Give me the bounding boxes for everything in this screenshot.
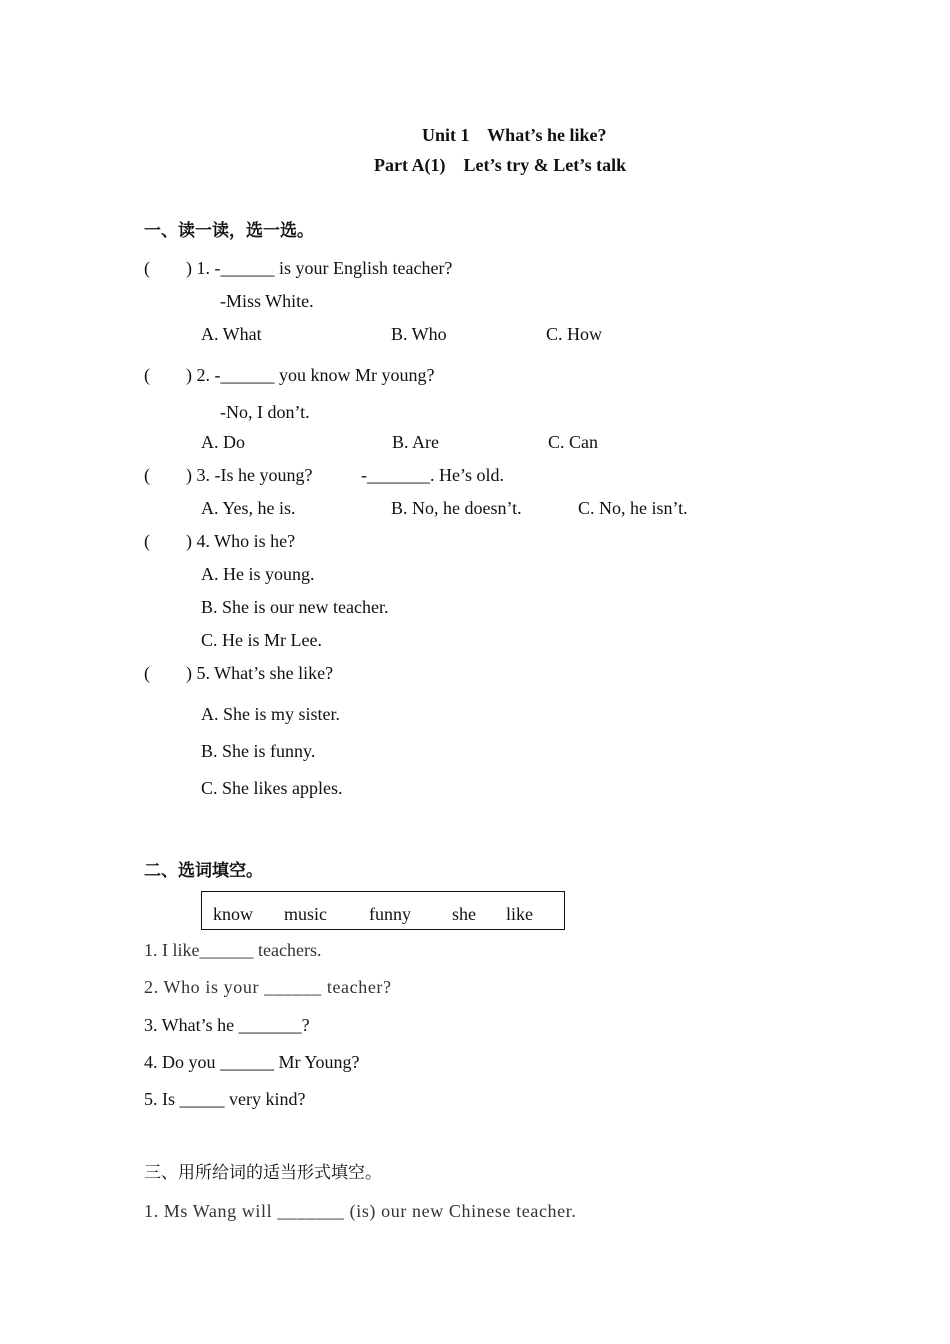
- fill-item: 4. Do you ______ Mr Young?: [144, 1052, 360, 1072]
- q1-answer-line: -Miss White.: [220, 291, 314, 311]
- section3-heading: 三、用所给词的适当形式填空。: [144, 1163, 382, 1183]
- section2-heading: 二、选词填空。: [144, 861, 263, 881]
- fill-item: 1. I like______ teachers.: [144, 940, 322, 960]
- q3-option-a: A. Yes, he is.: [201, 498, 296, 518]
- word-bank-word: music: [284, 904, 327, 924]
- q1-option-b: B. Who: [391, 324, 447, 344]
- q4-option-b: B. She is our new teacher.: [201, 597, 389, 617]
- q5-option-a: A. She is my sister.: [201, 704, 341, 724]
- q3-option-b: B. No, he doesn’t.: [391, 498, 522, 518]
- q5-option-b: B. She is funny.: [201, 741, 316, 761]
- q5-stem: ( ) 5. What’s she like?: [144, 663, 334, 683]
- word-bank-word: like: [506, 904, 533, 924]
- q1-stem: ( ) 1. -______ is your English teacher?: [144, 258, 453, 278]
- q2-stem: ( ) 2. -______ you know Mr young?: [144, 365, 435, 385]
- word-bank-word: she: [452, 904, 476, 924]
- q3-option-c: C. No, he isn’t.: [578, 498, 688, 518]
- q4-option-c: C. He is Mr Lee.: [201, 630, 322, 650]
- q2-answer-line: -No, I don’t.: [220, 402, 310, 422]
- word-bank-word: know: [213, 904, 253, 924]
- worksheet-title: Unit 1 What’s he like?: [422, 125, 607, 145]
- form-item: 1. Ms Wang will _______ (is) our new Chinese teacher.: [144, 1201, 577, 1221]
- worksheet-subtitle: Part A(1) Let’s try & Let’s talk: [374, 155, 627, 175]
- q5-option-c: C. She likes apples.: [201, 778, 343, 798]
- q2-option-a: A. Do: [201, 432, 245, 452]
- fill-item: 5. Is _____ very kind?: [144, 1089, 306, 1109]
- q4-stem: ( ) 4. Who is he?: [144, 531, 296, 551]
- word-bank-word: funny: [369, 904, 411, 924]
- q1-option-a: A. What: [201, 324, 262, 344]
- q3-stem: ( ) 3. -Is he young?: [144, 465, 313, 485]
- fill-item: 2. Who is your ______ teacher?: [144, 977, 392, 997]
- q3-reply: -_______. He’s old.: [361, 465, 504, 485]
- q2-option-c: C. Can: [548, 432, 599, 452]
- q2-option-b: B. Are: [392, 432, 439, 452]
- section1-heading: 一、读一读，选一选。: [144, 221, 314, 241]
- q1-option-c: C. How: [546, 324, 603, 344]
- fill-item: 3. What’s he _______?: [144, 1015, 310, 1035]
- q4-option-a: A. He is young.: [201, 564, 315, 584]
